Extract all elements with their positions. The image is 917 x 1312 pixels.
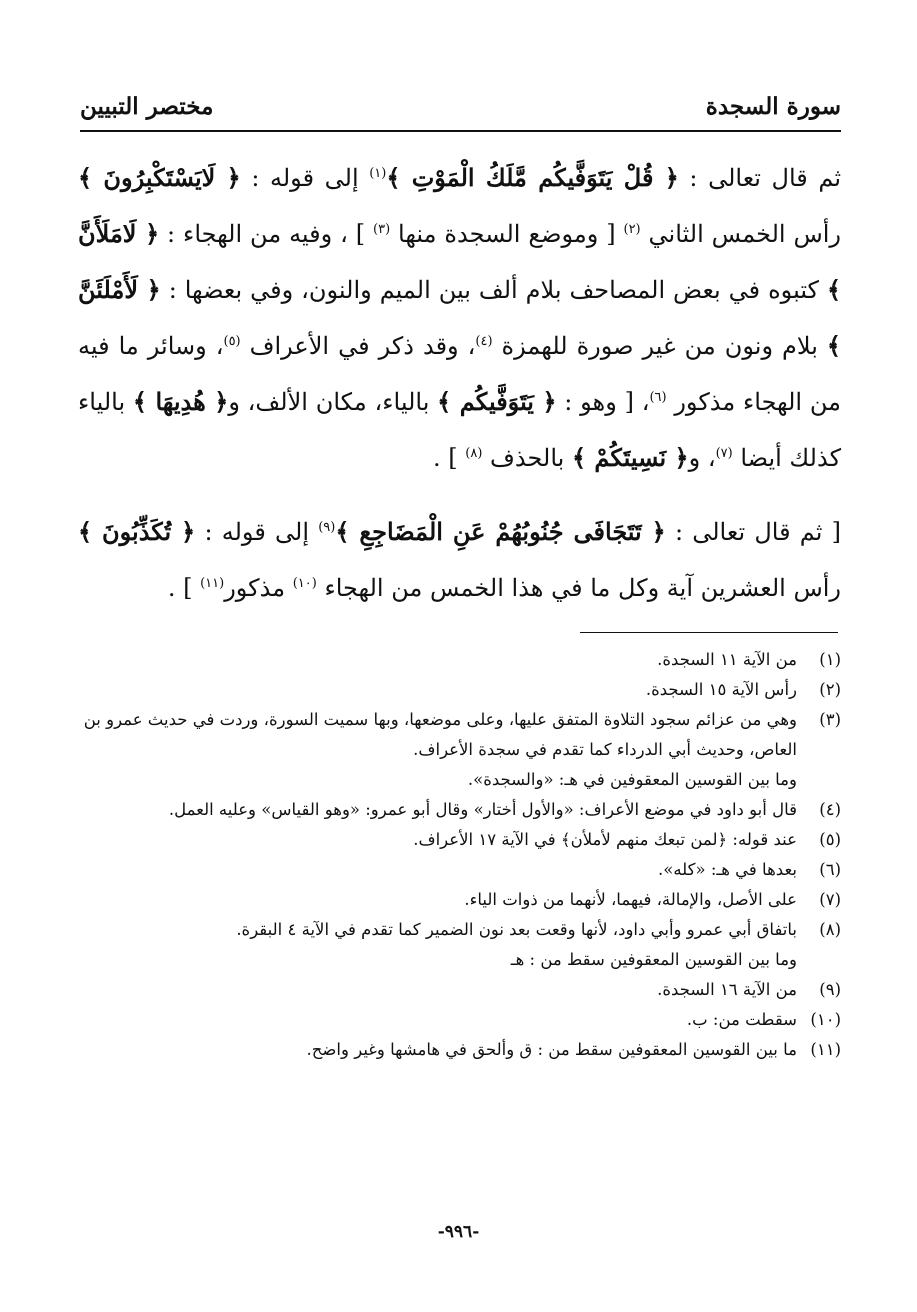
footnote-number: (١٠) — [810, 1010, 841, 1029]
paragraph-1 — [78, 150, 841, 486]
footnote-text: من الآية ١٦ السجدة. — [657, 980, 797, 999]
footnotes — [80, 645, 841, 1065]
paragraph-2 — [78, 504, 841, 616]
text-run: ، وقد ذكر في الأعراف — [240, 332, 476, 360]
footnote-8 — [80, 915, 841, 945]
footnote-10 — [80, 1005, 841, 1035]
footnote-4 — [80, 795, 841, 825]
footnote-ref: (٨) — [465, 446, 483, 461]
footnote-ref: (٦) — [649, 390, 667, 405]
text-run: بلام ونون من غير صورة للهمزة — [492, 332, 827, 360]
footnote-3-continuation: وما بين القوسين المعقوفين في هـ: «والسجدة». — [467, 770, 797, 789]
quran-verse: ﴿ تَتَجَافَى جُنُوبُهُمْ عَنِ الْمَضَاجِعِ ﴾ — [335, 517, 666, 546]
footnote-ref: (١١) — [200, 576, 225, 591]
footnote-text: سقطت من: ب. — [686, 1010, 797, 1029]
footnote-ref: (١) — [369, 166, 387, 181]
footnote-ref: (٩) — [318, 520, 336, 535]
quran-verse: ﴿ نَسِيتَكُمْ ﴾ — [571, 443, 689, 472]
footnote-2 — [80, 675, 841, 705]
text-run: بالحذف — [482, 444, 572, 472]
text-run: [ وموضع السجدة منها — [390, 220, 624, 248]
text-run: ، وسائر ما فيه من الهجاء مذكور — [78, 332, 841, 416]
footnote-number: (٩) — [819, 980, 841, 999]
footnote-11 — [80, 1035, 841, 1065]
quran-verse: ﴿ قُلْ يَتَوَفَّيكُم مَّلَكُ الْمَوْتِ ﴾ — [386, 163, 679, 192]
text-run: بالياء، مكان الألف، و — [228, 388, 438, 416]
text-run: إلى قوله : — [195, 518, 319, 546]
footnote-ref: (٧) — [715, 446, 733, 461]
header-rule — [80, 130, 841, 132]
text-run: ] . — [167, 574, 201, 602]
footnote-ref: (٣) — [373, 222, 391, 237]
footnote-7 — [80, 885, 841, 915]
footnote-text: من الآية ١١ السجدة. — [657, 650, 797, 669]
footnote-text: بعدها في هـ: «كله». — [657, 860, 797, 879]
quran-verse: ﴿ لَايَسْتَكْبِرُونَ ﴾ — [78, 163, 241, 192]
footnote-text: باتفاق أبي عمرو وأبي داود، لأنها وقعت بعد نون الضمير كما تقدم في الآية ٤ البقرة. — [236, 920, 797, 939]
footnote-number: (٧) — [819, 890, 841, 909]
footnote-ref: (١٠) — [292, 576, 317, 591]
quran-verse: ﴿ لَأَمْلَئَنَّ ﴾ — [78, 275, 841, 360]
footnote-5 — [80, 825, 841, 855]
quran-verse: ﴿ تُكَذِّبُونَ ﴾ — [78, 517, 196, 546]
book-title: مختصر التبيين — [80, 92, 214, 120]
text-run: بالياء كذلك أيضا — [78, 388, 841, 472]
quran-verse: ﴿ لَامَلَأَنَّ ﴾ — [78, 219, 842, 304]
footnote-9 — [80, 975, 841, 1005]
text-run: رأس العشرين آية وكل ما في هذا الخمس من الهجاء — [316, 574, 841, 602]
footnote-text: عند قوله: ﴿لمن تبعك منهم لأملأن﴾ في الآية ١٧ الأعراف. — [413, 830, 797, 849]
text-run: كتبوه في بعض المصاحف بلام ألف بين الميم والنون، وفي بعضها : — [160, 276, 827, 304]
text-run: [ ثم قال تعالى : — [665, 518, 841, 546]
footnote-ref: (٤) — [475, 334, 493, 349]
text-run: ] ، وفيه من الهجاء : — [159, 220, 374, 248]
footnote-text: رأس الآية ١٥ السجدة. — [645, 680, 797, 699]
quran-verse: ﴿ هُدِيهَا ﴾ — [132, 387, 229, 416]
footnote-number: (٨) — [819, 920, 841, 939]
footnote-separator — [580, 632, 838, 633]
running-header — [80, 86, 841, 126]
text-run: ، و — [688, 444, 716, 472]
footnote-6 — [80, 855, 841, 885]
footnote-ref: (٥) — [223, 334, 241, 349]
page-number: -٩٩٦- — [437, 1222, 480, 1242]
footnote-3 — [80, 705, 841, 765]
text-run: رأس الخمس الثاني — [640, 220, 842, 248]
footnote-1 — [80, 645, 841, 675]
footnote-number: (٥) — [819, 830, 841, 849]
footnote-number: (٤) — [819, 800, 841, 819]
text-run: مذكور — [224, 574, 293, 602]
text-run: ثم قال تعالى : — [678, 164, 842, 192]
text-run: إلى قوله : — [240, 164, 370, 192]
footnote-ref: (٢) — [623, 222, 641, 237]
quran-verse: ﴿ يَتَوَفَّيكُم ﴾ — [437, 387, 557, 416]
footnote-text: قال أبو داود في موضع الأعراف: «والأول أختار» وقال أبو عمرو: «وهو القياس» وعليه العمل. — [168, 800, 797, 819]
footnote-text: ما بين القوسين المعقوفين سقط من : ق وألحق في هامشها وغير واضح. — [306, 1040, 797, 1059]
main-text — [78, 150, 841, 616]
surah-title: سورة السجدة — [705, 92, 841, 120]
footnote-text: على الأصل، والإمالة، فيهما، لأنهما من ذوات الياء. — [464, 890, 797, 909]
footnote-number: (٦) — [819, 860, 841, 879]
text-run: ، [ وهو : — [556, 388, 650, 416]
footnote-number: (١١) — [810, 1040, 841, 1059]
footnote-number: (١) — [819, 650, 841, 669]
footnote-8-continuation: وما بين القوسين المعقوفين سقط من : هـ — [510, 950, 797, 969]
footnote-text: وهي من عزائم سجود التلاوة المتفق عليها، وعلى موضعها، وبها سميت السورة، وردت في حديث عمرو بن العاص، وحديث أبي الدرداء كما تقدم في سجدة الأعراف. — [83, 710, 797, 759]
text-run: ] . — [433, 444, 466, 472]
footnote-number: (٣) — [819, 710, 841, 729]
footnote-number: (٢) — [819, 680, 841, 699]
